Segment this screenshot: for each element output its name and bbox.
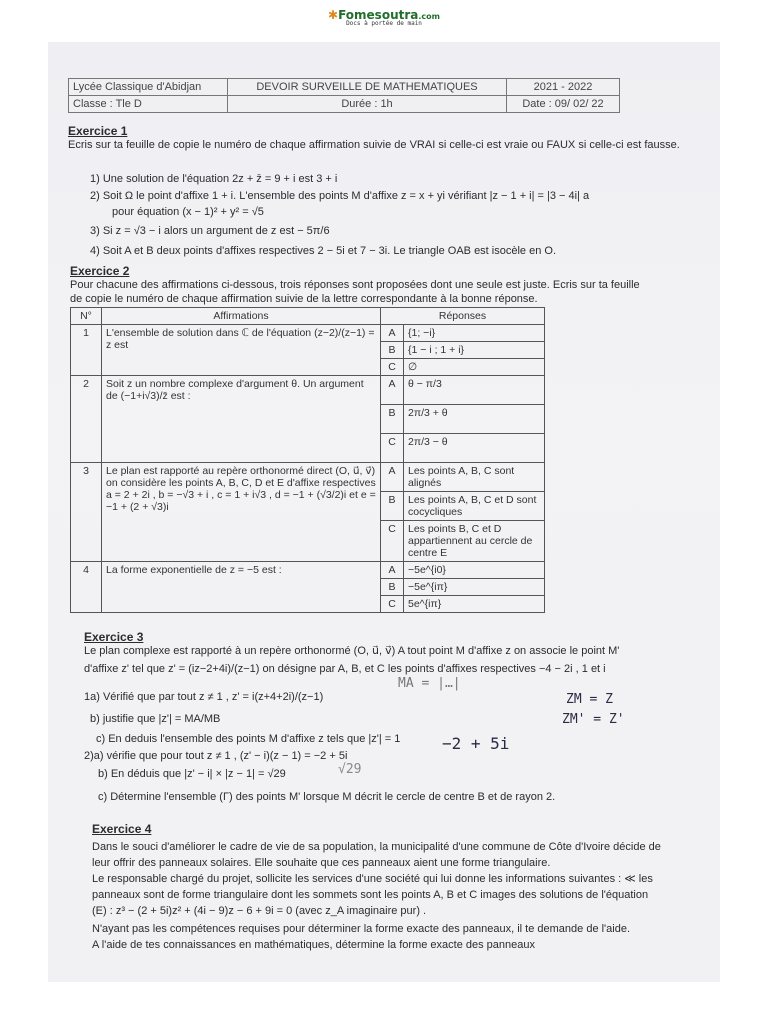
answer-letter: B: [381, 492, 404, 521]
answer-letter: B: [381, 405, 404, 434]
answer-letter: A: [381, 463, 404, 492]
logo-name: Fomesoutra: [338, 8, 419, 22]
ex1-intro: Ecris sur ta feuille de copie le numéro de chaque affirmation suivie de VRAI si celle-ci est vraie ou FAUX si celle-ci est fausse.: [68, 139, 680, 151]
handwritten-note-1: ZM = Z: [566, 692, 613, 707]
exam-date: Date : 09/ 02/ 22: [507, 96, 620, 113]
ex4-line-3: Le responsable chargé du projet, sollicite les services d'une société qui lui donne les informations suivantes : ≪ les: [92, 873, 653, 885]
header-table: [68, 78, 620, 113]
ex3-line-1: Le plan complexe est rapporté à un repère orthonormé (O, u⃗, v⃗) A tout point M d'affixe z on associe le point M': [84, 645, 620, 657]
ex3-q1c: c) En deduis l'ensemble des points M d'affixe z tels que |z'| = 1: [96, 733, 401, 745]
ex1-item-3: 3) Si z = √3 − i alors un argument de z est − 5π/6: [90, 225, 330, 237]
answer-text: {1; −i}: [404, 325, 545, 342]
affirmation-text: Soit z un nombre complexe d'argument θ. Un argument de (−1+i√3)/z̄ est :: [102, 376, 381, 463]
answer-text: ∅: [404, 359, 545, 376]
ex2-table: [70, 307, 545, 613]
answer-letter: A: [381, 325, 404, 342]
answer-letter: A: [381, 376, 404, 405]
answer-letter: A: [381, 562, 404, 579]
ex3-q2b: b) En déduis que |z' − i| × |z − 1| = √29: [98, 768, 286, 780]
logo-suffix: .com: [418, 12, 440, 21]
school-year: 2021 - 2022: [507, 79, 620, 96]
table-row: [71, 562, 545, 579]
row-number: 2: [71, 376, 102, 463]
handwritten-note-3: −2 + 5i: [442, 734, 510, 753]
ex3-q2a: 2)a) vérifie que pour tout z ≠ 1 , (z' − i)(z − 1) = −2 + 5i: [84, 750, 348, 762]
ex2-intro-2: de copie le numéro de chaque affirmation suivie de la lettre correspondante à la bonne réponse.: [70, 293, 538, 305]
ex2-title: Exercice 2: [70, 264, 130, 278]
col-header-n: N°: [71, 308, 102, 325]
ex3-q1a: 1a) Vérifié que par tout z ≠ 1 , z' = i(z+4+2i)/(z−1): [84, 691, 324, 703]
answer-letter: B: [381, 342, 404, 359]
row-number: 1: [71, 325, 102, 376]
affirmation-text: L'ensemble de solution dans ℂ de l'équation (z−2)/(z−1) = z est: [102, 325, 381, 376]
ex1-title: Exercice 1: [68, 124, 128, 138]
ex4-line-2: leur offrir des panneaux solaires. Elle souhaite que ces panneaux aient une forme triangulaire.: [92, 857, 551, 869]
table-row: [71, 376, 545, 405]
ex4-line-7: A l'aide de tes connaissances en mathématiques, détermine la forme exacte des panneaux: [92, 939, 535, 951]
ex1-item-1: 1) Une solution de l'équation 2z + z̄ = 9 + i est 3 + i: [90, 173, 338, 185]
ex4-title: Exercice 4: [92, 822, 152, 836]
ex4-equation: (E) : z³ − (2 + 5i)z² + (4i − 9)z − 6 + 9i = 0 (avec z_A imaginaire pur) .: [92, 905, 427, 917]
answer-text: Les points A, B, C sont alignés: [404, 463, 545, 492]
ex1-item-4: 4) Soit A et B deux points d'affixes respectives 2 − 5i et 7 − 3i. Le triangle OAB est isocèle en O.: [90, 245, 556, 257]
ex3-title: Exercice 3: [84, 630, 144, 644]
answer-text: −5e^{i0}: [404, 562, 545, 579]
logo-tagline: Docs à portée de main: [346, 20, 422, 27]
ex3-q2c: c) Détermine l'ensemble (Γ) des points M' lorsque M décrit le cercle de centre B et de rayon 2.: [98, 791, 556, 803]
ex4-line-1: Dans le souci d'améliorer le cadre de vie de sa population, la municipalité d'une commune de Côte d'Ivoire décide de: [92, 841, 661, 853]
row-number: 4: [71, 562, 102, 613]
answer-text: 5e^{iπ}: [404, 596, 545, 613]
site-logo: [0, 8, 768, 27]
ex4-line-4: panneaux sont de forme triangulaire dont les sommets sont les points A, B et C images des solutions de l'équation: [92, 889, 649, 901]
ex1-item-2b: pour équation (x − 1)² + y² = √5: [112, 206, 264, 218]
class-label: Classe : Tle D: [69, 96, 228, 113]
ex3-line-2: d'affixe z' tel que z' = (iz−2+4i)/(z−1) on désigne par A, B, et C les points d'affixes respectives −4 − 2i , 1 et i: [84, 663, 606, 675]
ex2-intro-1: Pour chacune des affirmations ci-dessous, trois réponses sont proposées dont une seule est juste. Ecris sur ta feuille: [70, 279, 640, 291]
answer-text: Les points B, C et D appartiennent au cercle de centre E: [404, 521, 545, 562]
exam-sheet: [48, 42, 720, 982]
exam-duration: Durée : 1h: [228, 96, 507, 113]
handwritten-note-5: √29: [338, 762, 362, 777]
answer-text: {1 − i ; 1 + i}: [404, 342, 545, 359]
answer-text: Les points A, B, C et D sont cocycliques: [404, 492, 545, 521]
col-header-rep: Réponses: [381, 308, 545, 325]
affirmation-text: La forme exponentielle de z = −5 est :: [102, 562, 381, 613]
ex3-q1b: b) justifie que |z'| = MA/MB: [90, 713, 221, 725]
handwritten-note-2: ZM' = Z': [562, 712, 625, 727]
answer-letter: C: [381, 434, 404, 463]
ex1-item-2: 2) Soit Ω le point d'affixe 1 + i. L'ensemble des points M d'affixe z = x + yi vérifiant |z − 1 + i| = |3 − 4i| a: [90, 190, 590, 202]
row-number: 3: [71, 463, 102, 562]
table-row: [71, 463, 545, 492]
ex4-line-6: N'ayant pas les compétences requises pour déterminer la forme exacte des panneaux, il te demande de l'aide.: [92, 923, 631, 935]
answer-text: −5e^{iπ}: [404, 579, 545, 596]
table-row: [71, 325, 545, 342]
school-name: Lycée Classique d'Abidjan: [69, 79, 228, 96]
affirmation-text: Le plan est rapporté au repère orthonormé direct (O, u⃗, v⃗) on considère les points A, B, C, D et E d'affixe respectives a = 2 + 2i , b = −√3 + i , c = 1 + i√3 , d = −1 + (√3/2)i et e = −1 + (2 + √3)i: [102, 463, 381, 562]
answer-letter: C: [381, 359, 404, 376]
answer-letter: C: [381, 521, 404, 562]
answer-letter: C: [381, 596, 404, 613]
logo-star-icon: ✱: [328, 8, 339, 22]
handwritten-note-4: MA = |…|: [398, 676, 461, 691]
answer-text: θ − π/3: [404, 376, 545, 405]
answer-text: 2π/3 − θ: [404, 434, 545, 463]
answer-letter: B: [381, 579, 404, 596]
exam-title: DEVOIR SURVEILLE DE MATHEMATIQUES: [228, 79, 507, 96]
answer-text: 2π/3 + θ: [404, 405, 545, 434]
col-header-aff: Affirmations: [102, 308, 381, 325]
